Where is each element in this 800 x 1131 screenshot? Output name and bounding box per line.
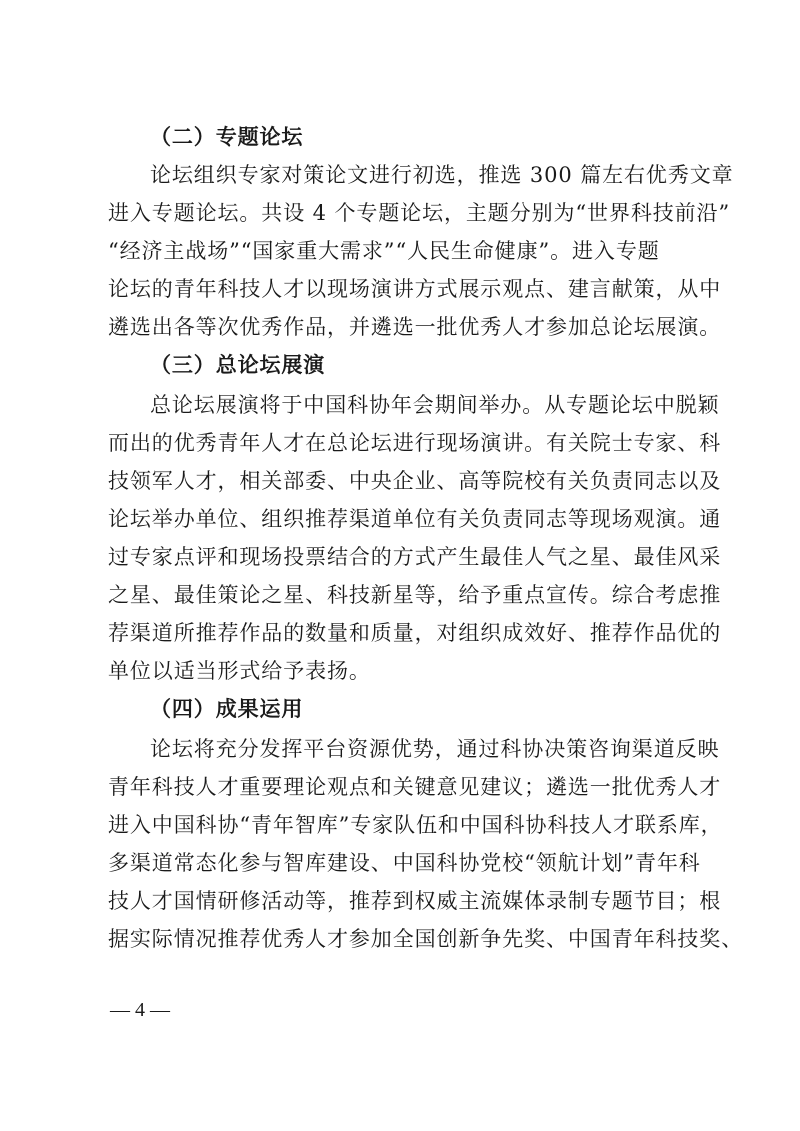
section-heading: （二）专题论坛	[150, 124, 304, 149]
paragraph-line: 遴选出各等次优秀作品，并遴选一批优秀人才参加总论坛展演。	[108, 315, 722, 339]
paragraph-line: 荐渠道所推荐作品的数量和质量，对组织成效好、推荐作品优的	[108, 621, 722, 645]
paragraph-line: “经济主战场”“国家重大需求”“人民生命健康”。进入专题	[108, 239, 660, 263]
paragraph-line: 之星、最佳策论之星、科技新星等，给予重点宣传。综合考虑推	[108, 583, 722, 607]
paragraph-line: 据实际情况推荐优秀人才参加全国创新争先奖、中国青年科技奖、	[108, 927, 744, 951]
paragraph-line: 论坛举办单位、组织推荐渠道单位有关负责同志等现场观演。通	[108, 507, 722, 531]
paragraph-line: 技领军人才，相关部委、中央企业、高等院校有关负责同志以及	[108, 469, 722, 493]
section-heading: （三）总论坛展演	[150, 352, 326, 377]
paragraph-line: 论坛的青年科技人才以现场演讲方式展示观点、建言献策，从中	[108, 277, 722, 301]
paragraph-line: 进入专题论坛。共设 4 个专题论坛，主题分别为“世界科技前沿”	[108, 201, 731, 225]
paragraph-line: 论坛将充分发挥平台资源优势，通过科协决策咨询渠道反映	[150, 737, 720, 761]
paragraph-line: 进入中国科协“青年智库”专家队伍和中国科协科技人才联系库，	[108, 813, 723, 837]
paragraph-line: 青年科技人才重要理论观点和关键意见建议；遴选一批优秀人才	[108, 775, 722, 799]
paragraph-line: 技人才国情研修活动等，推荐到权威主流媒体录制专题节目；根	[108, 889, 722, 913]
paragraph-line: 过专家点评和现场投票结合的方式产生最佳人气之星、最佳风采	[108, 545, 722, 569]
paragraph-line: 论坛组织专家对策论文进行初选，推选 300 篇左右优秀文章	[150, 163, 734, 187]
page-number: — 4 —	[110, 999, 170, 1021]
paragraph-line: 多渠道常态化参与智库建设、中国科协党校“领航计划”青年科	[108, 851, 701, 875]
paragraph-line: 而出的优秀青年人才在总论坛进行现场演讲。有关院士专家、科	[108, 431, 722, 455]
section-heading: （四）成果运用	[150, 696, 304, 721]
paragraph-line: 单位以适当形式给予表扬。	[108, 659, 371, 683]
paragraph-line: 总论坛展演将于中国科协年会期间举办。从专题论坛中脱颖	[150, 393, 720, 417]
